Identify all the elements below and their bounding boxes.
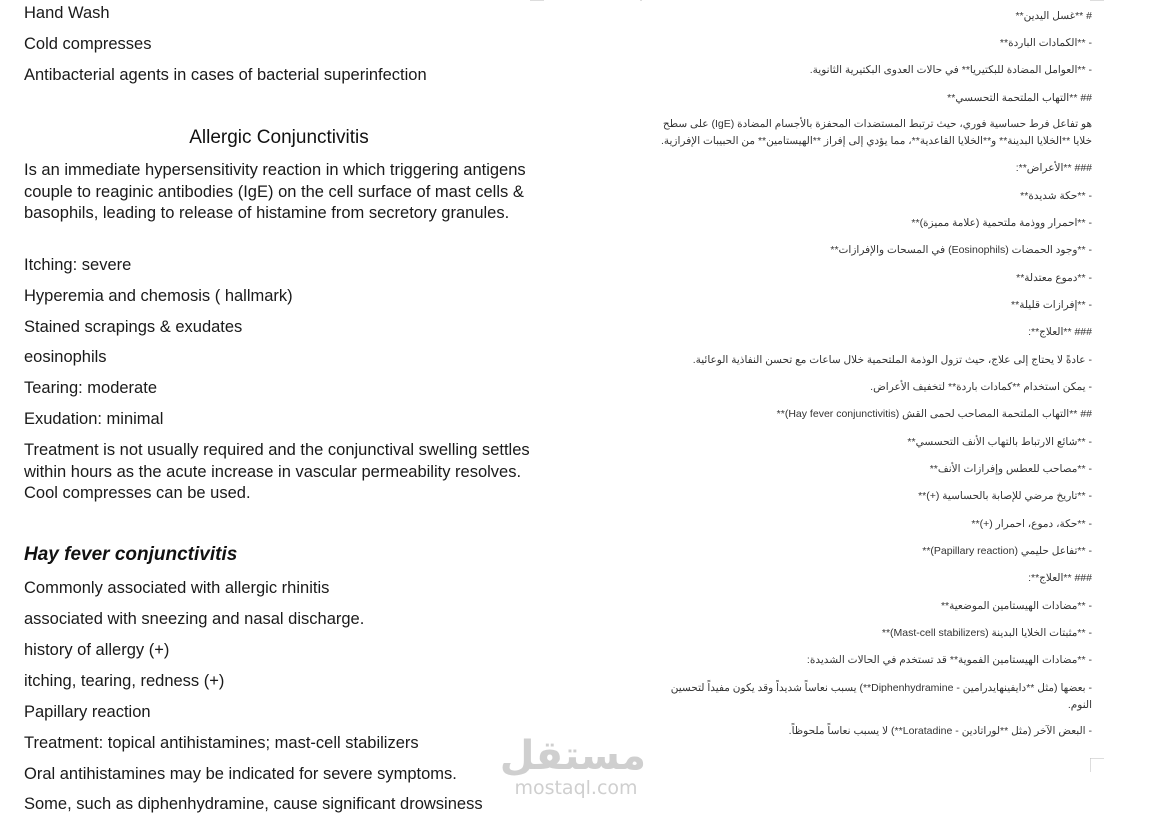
text-line: Stained scrapings & exudates: [24, 318, 243, 336]
arabic-line: - **شائع الارتباط بالتهاب الأنف التحسسي**: [907, 436, 1092, 448]
page-corner-mark: [1090, 758, 1104, 772]
text-line: itching, tearing, redness (+): [24, 672, 225, 690]
text-line: Antibacterial agents in cases of bacterial superinfection: [24, 66, 427, 84]
text-line: Oral antihistamines may be indicated for severe symptoms.: [24, 765, 457, 783]
arabic-paragraph: هو تفاعل فرط حساسية فوري، حيث ترتبط المستضدات المحفزة بالأجسام المضادة (IgE) على سطح خلايا **الخلايا البدينة** و**الخلايا القاعدية**، مما يؤدي إلى إفراز **الهيستامين** من الحبيبات الإفرازية.: [660, 118, 1092, 147]
arabic-line: ## **التهاب الملتحمة المصاحب لحمى القش (Hay fever conjunctivitis)**: [776, 408, 1092, 420]
arabic-line: - **الكمادات الباردة**: [999, 37, 1092, 49]
text-line: Some, such as diphenhydramine, cause significant drowsiness: [24, 795, 483, 813]
arabic-line: ## **التهاب الملتحمة التحسسي**: [947, 92, 1092, 104]
section-heading: Allergic Conjunctivitis: [189, 127, 369, 148]
arabic-line: # **غسل اليدين**: [1015, 10, 1092, 22]
text-line: Cold compresses: [24, 35, 152, 53]
text-line: Treatment: topical antihistamines; mast-cell stabilizers: [24, 734, 419, 752]
arabic-line: ### **الأعراض**:: [1015, 162, 1092, 174]
arabic-line: - البعض الآخر (مثل **لوراتادين - Loratadine**) لا يسبب نعاساً ملحوظاً.: [788, 725, 1092, 737]
paragraph: Is an immediate hypersensitivity reaction in which triggering antigens couple to reaginic antibodies (IgE) on the cell surface of mast cells & basophils, leading to release of histamine from secretory granules.: [24, 161, 526, 222]
arabic-line: - **مصاحب للعطس وإفرازات الأنف**: [929, 463, 1092, 475]
text-line: Commonly associated with allergic rhinitis: [24, 579, 330, 597]
arabic-line: - **حكة، دموع، احمرار (+)**: [971, 518, 1092, 530]
paragraph: Treatment is not usually required and the conjunctival swelling settles within hours as the acute increase in vascular permeability resolves. Cool compresses can be used.: [24, 441, 530, 502]
text-line: eosinophils: [24, 348, 107, 366]
text-line: Tearing: moderate: [24, 379, 157, 397]
text-line: Exudation: minimal: [24, 410, 164, 428]
arabic-line: - **العوامل المضادة للبكتيريا** في حالات العدوى البكتيرية الثانوية.: [809, 64, 1092, 76]
arabic-line: - **إفرازات قليلة**: [1011, 299, 1092, 311]
text-line: Papillary reaction: [24, 703, 151, 721]
text-line: Hyperemia and chemosis ( hallmark): [24, 287, 293, 305]
arabic-line: - يمكن استخدام **كمادات باردة** لتخفيف الأعراض.: [870, 381, 1092, 393]
watermark-logo: [499, 733, 646, 799]
arabic-line: - **مضادات الهيستامين الموضعية**: [940, 600, 1092, 612]
arabic-line: ### **العلاج**:: [1028, 572, 1092, 584]
arabic-line: - **حكة شديدة**: [1020, 190, 1092, 202]
page-corner-mark: [1090, 0, 1104, 6]
arabic-line: - **وجود الحمضات (Eosinophils) في المسحات والإفرازات**: [830, 244, 1092, 256]
arabic-line: - **تفاعل حليمي (Papillary reaction)**: [922, 545, 1092, 557]
text-line: Itching: severe: [24, 256, 132, 274]
arabic-line: - **تاريخ مرضي للإصابة بالحساسية (+)**: [918, 490, 1092, 502]
arabic-paragraph: - بعضها (مثل **دايفينهايدرامين - Diphenhydramine**) يسبب نعاساً شديداً وقد يكون مفيداً لتحسين النوم.: [670, 682, 1092, 711]
section-heading: Hay fever conjunctivitis: [24, 544, 238, 565]
arabic-line: - **احمرار ووذمة ملتحمية (علامة مميزة)**: [911, 217, 1092, 229]
arabic-line: - **دموع معتدلة**: [1016, 272, 1092, 284]
text-line: history of allergy (+): [24, 641, 170, 659]
text-line: Hand Wash: [24, 4, 110, 22]
arabic-line: ### **العلاج**:: [1028, 326, 1092, 338]
watermark-arabic: مستقل: [499, 733, 646, 779]
text-line: associated with sneezing and nasal discharge.: [24, 610, 365, 628]
arabic-page: [640, 0, 1110, 818]
arabic-line: - **مضادات الهيستامين الفموية** قد تستخدم في الحالات الشديدة:: [806, 654, 1092, 666]
watermark-latin: mostaql.com: [514, 777, 638, 799]
arabic-line: - عادةً لا يحتاج إلى علاج، حيث تزول الوذمة الملتحمية خلال ساعات مع تحسن النفاذية الوعائية.: [692, 354, 1092, 366]
page-corner-mark: [640, 0, 642, 6]
english-page: [0, 0, 550, 818]
arabic-line: - **مثبتات الخلايا البدينة (Mast-cell stabilizers)**: [881, 627, 1092, 639]
